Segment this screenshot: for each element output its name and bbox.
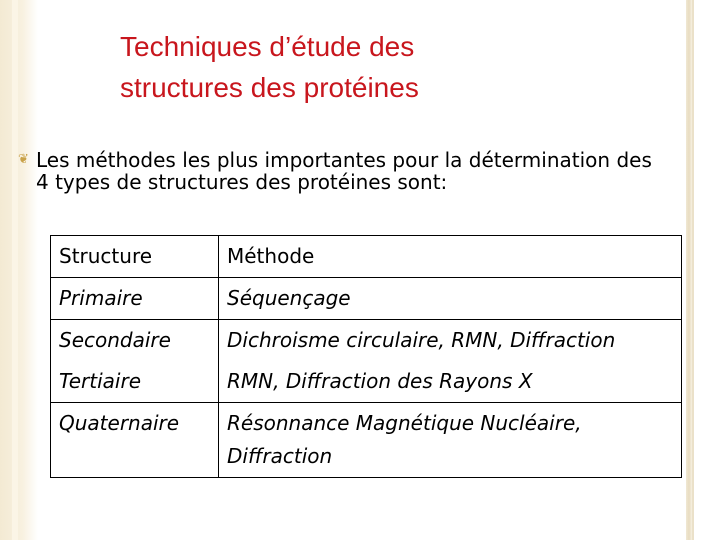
cell-structure: Primaire [51, 278, 219, 320]
slide-title-line-2: structures des protéines [120, 72, 419, 103]
cell-method: Séquençage [219, 278, 682, 320]
header-structure: Structure [51, 236, 219, 278]
cell-method: RMN, Diffraction des Rayons X [219, 361, 682, 403]
slide-title [120, 26, 419, 108]
table-row [51, 361, 682, 403]
leaf-bullet-icon: ❦ [18, 152, 29, 167]
cell-structure: Quaternaire [51, 403, 219, 478]
slide-title-line-1: Techniques d’étude des [120, 31, 415, 62]
left-decorative-ribbon [0, 0, 38, 540]
header-method: Méthode [219, 236, 682, 278]
cell-method: Dichroisme circulaire, RMN, Diffraction [219, 320, 682, 362]
methods-table [50, 235, 682, 478]
table-row [51, 320, 682, 362]
cell-structure: Tertiaire [51, 361, 219, 403]
table-row [51, 278, 682, 320]
table-row [51, 403, 682, 478]
bullet-text: Les méthodes les plus importantes pour la détermination des 4 types de structures des protéines sont: [36, 148, 652, 194]
table-header-row [51, 236, 682, 278]
right-page-edge-line [692, 0, 694, 540]
bullet-paragraph [18, 149, 658, 193]
cell-method: Résonnance Magnétique Nucléaire, Diffraction [219, 403, 682, 478]
cell-structure: Secondaire [51, 320, 219, 362]
